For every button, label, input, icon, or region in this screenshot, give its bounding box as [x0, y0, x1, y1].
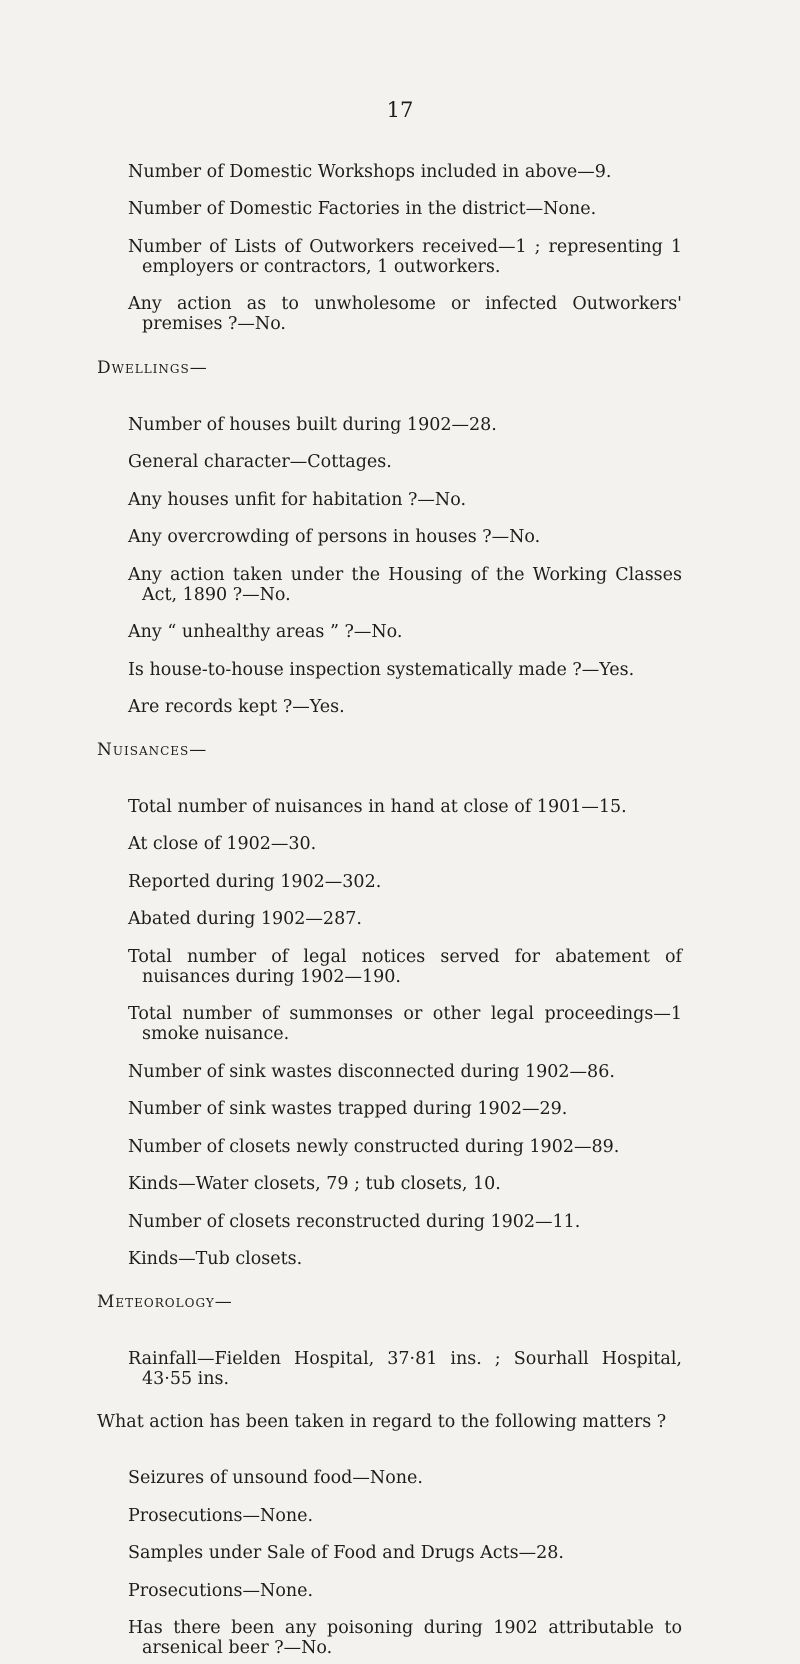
- dwellings-heading: Dwellings—: [97, 358, 208, 378]
- dwellings-item: Number of houses built during 1902—28.: [128, 414, 497, 435]
- meteorology-heading: Meteorology—: [97, 1292, 233, 1312]
- nuisances-item: Kinds—Water closets, 79 ; tub closets, 10.: [128, 1174, 501, 1194]
- action-item: Prosecutions—None.: [128, 1580, 314, 1601]
- nuisances-heading: Nuisances—: [97, 740, 208, 760]
- dwellings-item: Are records kept ?—Yes.: [128, 697, 345, 717]
- nuisances-item: Number of closets newly constructed during 1902—89.: [128, 1136, 620, 1157]
- nuisances-item: Abated during 1902—287.: [128, 909, 362, 929]
- workshops-line-3: Number of Lists of Outworkers received—1 ; representing 1 employers or contractors, 1 outworkers.: [128, 236, 682, 277]
- action-item: Prosecutions—None.: [128, 1505, 314, 1526]
- action-item: Has there been any poisoning during 1902 attributable to arsenical beer ?—No.: [128, 1618, 682, 1658]
- nuisances-item: Total number of summonses or other legal proceedings—1 smoke nuisance.: [128, 1004, 682, 1044]
- dwellings-item: Any “ unhealthy areas ” ?—No.: [128, 622, 403, 642]
- nuisances-item: Number of sink wastes trapped during 1902—29.: [128, 1099, 568, 1119]
- workshops-line-4: Any action as to unwholesome or infected Outworkers' premises ?—No.: [128, 294, 682, 334]
- rainfall-line: Rainfall—Fielden Hospital, 37·81 ins. ; Sourhall Hospital, 43·55 ins.: [128, 1348, 682, 1389]
- dwellings-item: Is house-to-house inspection systematically made ?—Yes.: [128, 659, 635, 680]
- nuisances-item: Reported during 1902—302.: [128, 871, 382, 892]
- nuisances-item: Number of sink wastes disconnected during 1902—86.: [128, 1061, 615, 1082]
- page-number: 17: [386, 98, 414, 122]
- nuisances-item: At close of 1902—30.: [128, 834, 317, 854]
- dwellings-item: General character—Cottages.: [128, 452, 392, 472]
- nuisances-item: Total number of legal notices served for abatement of nuisances during 1902—190.: [128, 946, 682, 987]
- nuisances-section: [0, 740, 800, 1269]
- dwellings-item: Any action taken under the Housing of the Working Classes Act, 1890 ?—No.: [128, 564, 682, 605]
- nuisances-item: Number of closets reconstructed during 1902—11.: [128, 1211, 581, 1232]
- workshops-line-1: Number of Domestic Workshops included in above—9.: [128, 161, 612, 182]
- workshops-line-2: Number of Domestic Factories in the district—None.: [128, 199, 597, 219]
- action-question: What action has been taken in regard to the following matters ?: [97, 1411, 667, 1432]
- meteorology-section: [0, 1292, 800, 1389]
- workshops-section: [0, 162, 800, 335]
- action-section: [0, 1412, 800, 1659]
- nuisances-item: Total number of nuisances in hand at close of 1901—15.: [128, 796, 627, 817]
- dwellings-item: Any overcrowding of persons in houses ?—No.: [128, 527, 541, 547]
- dwellings-item: Any houses unfit for habitation ?—No.: [128, 489, 467, 510]
- action-item: Samples under Sale of Food and Drugs Acts—28.: [128, 1543, 564, 1563]
- nuisances-item: Kinds—Tub closets.: [128, 1249, 303, 1269]
- report-body: [0, 144, 800, 1664]
- action-item: Seizures of unsound food—None.: [128, 1468, 423, 1488]
- dwellings-section: [0, 358, 800, 717]
